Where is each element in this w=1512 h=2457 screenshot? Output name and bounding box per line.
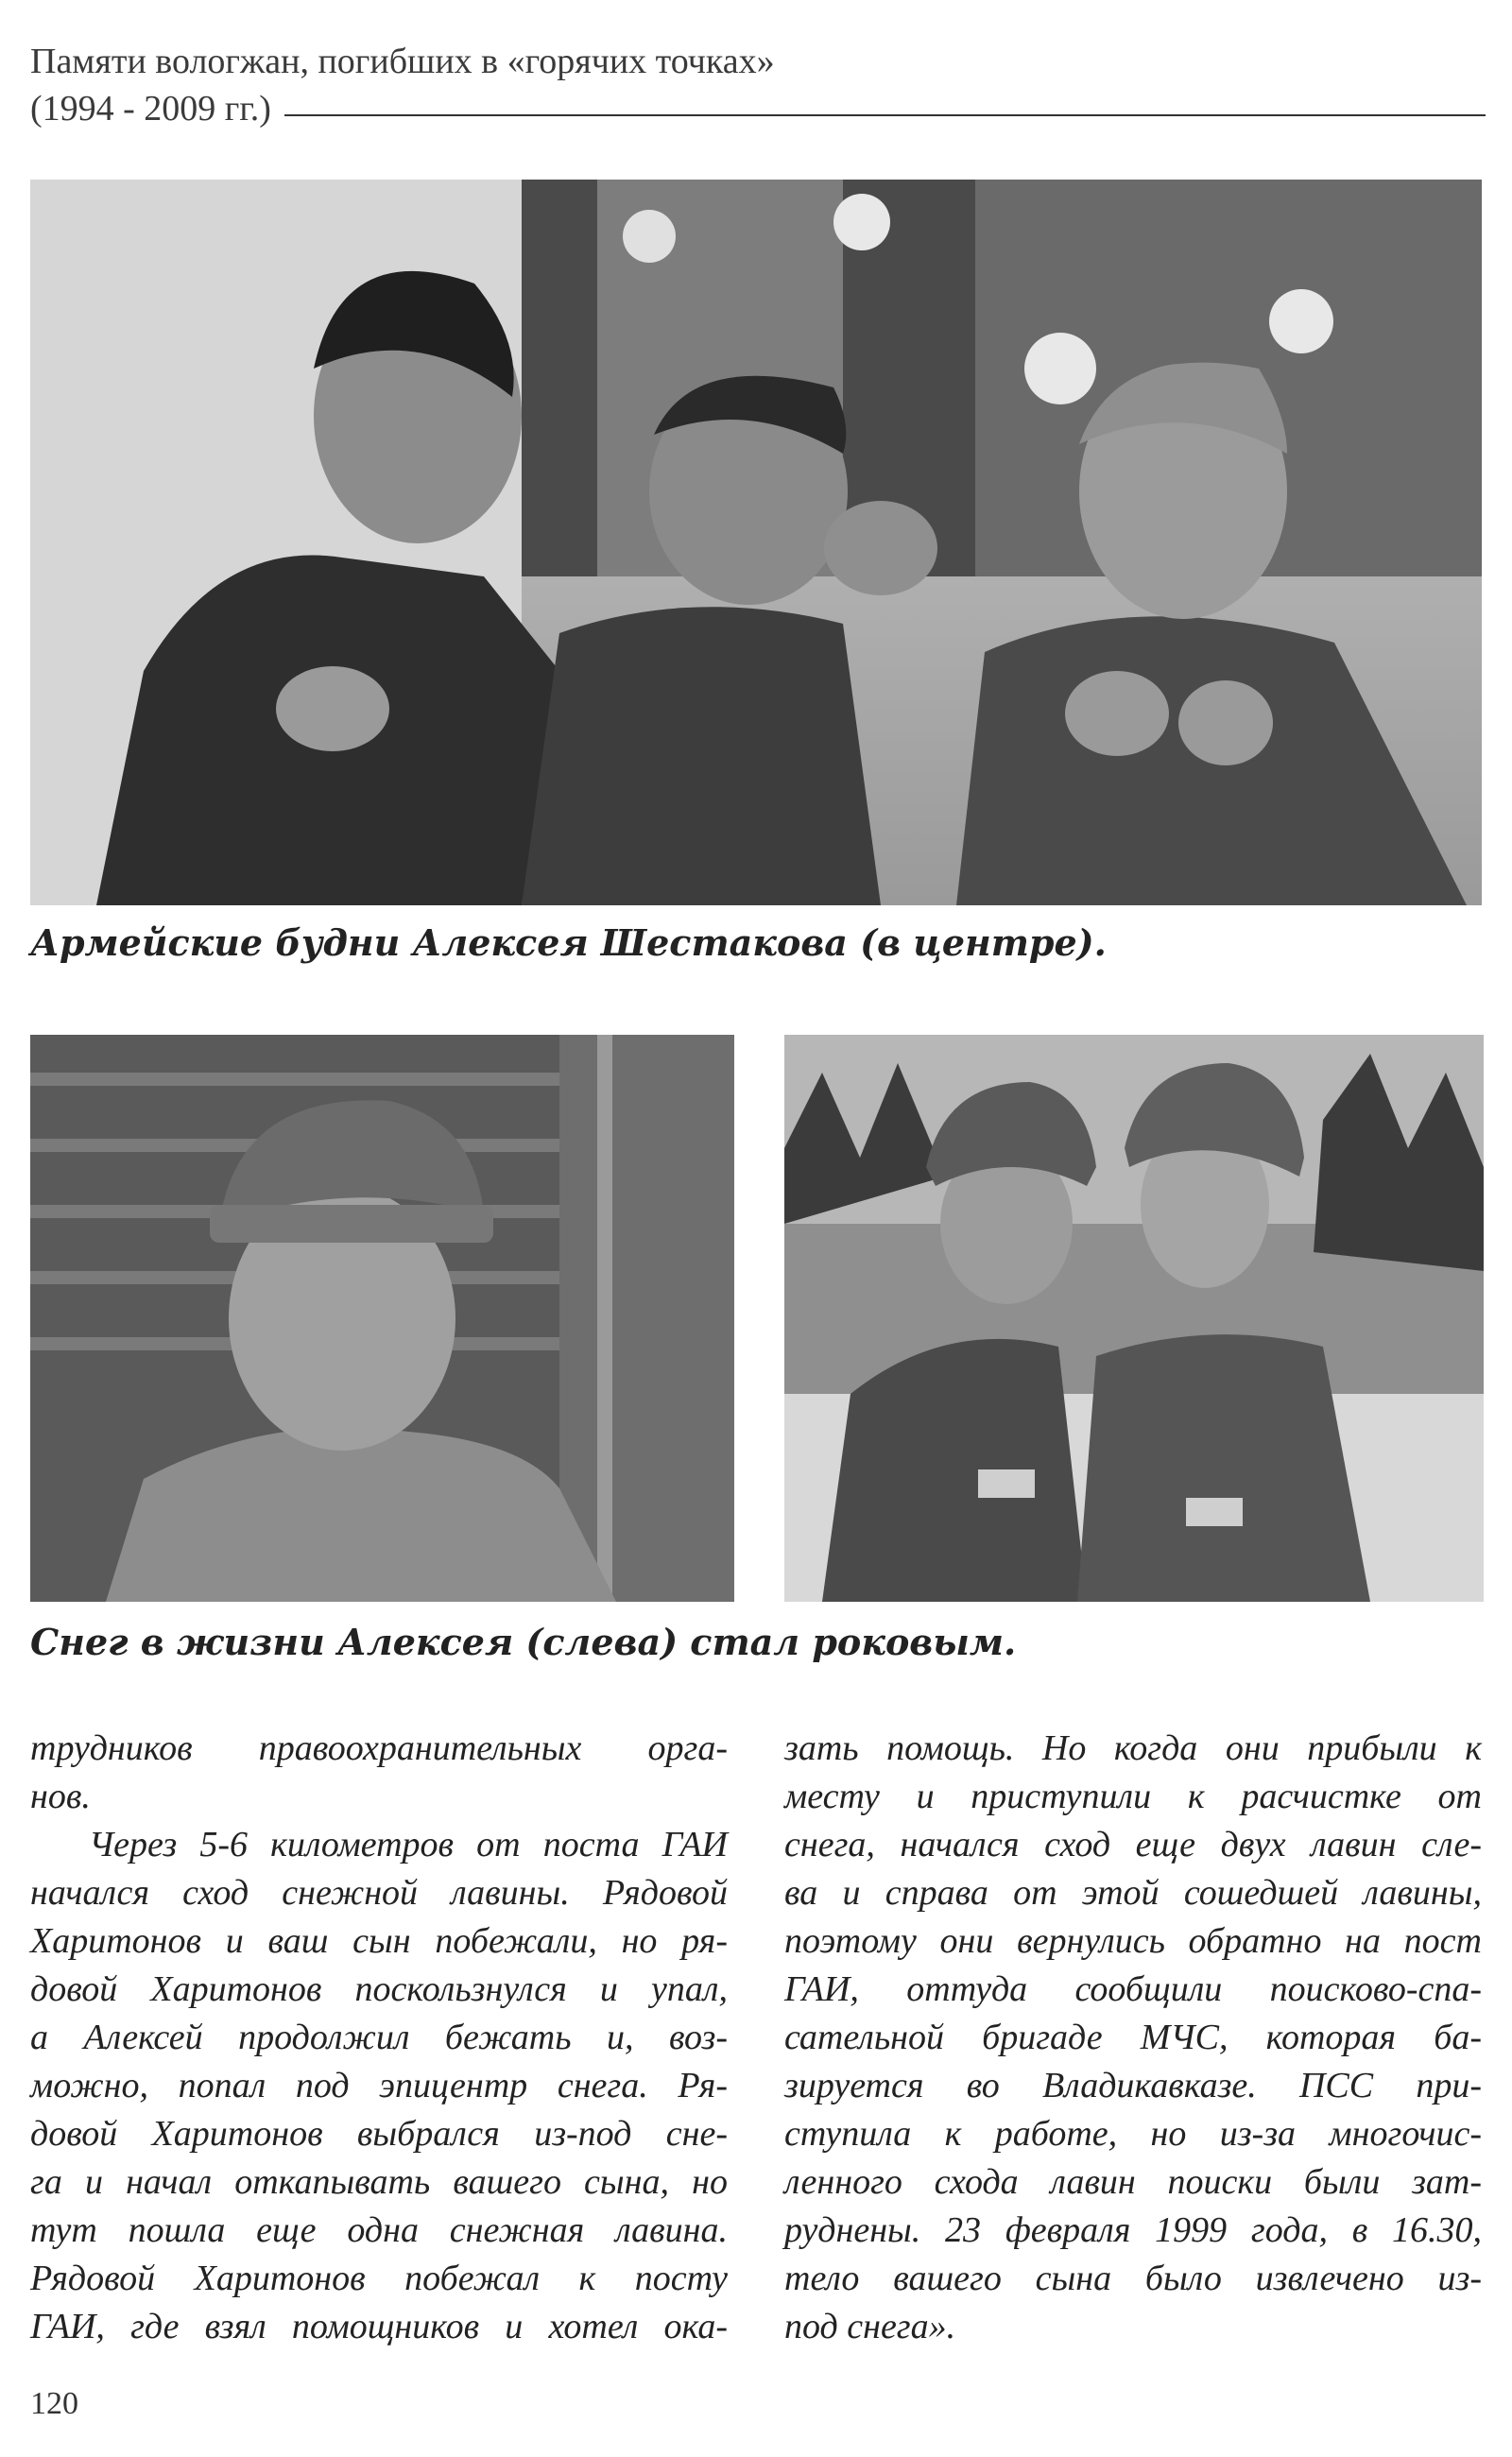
text-line: га и начал откапывать вашего сына, но (30, 2162, 728, 2202)
text-line: довой Харитонов выбрался из-под сне- (30, 2114, 728, 2154)
header-years: (1994 - 2009 гг.) (30, 89, 271, 129)
text-line: ва и справа от этой сошедшей лавины, (784, 1873, 1482, 1913)
two-soldiers-winter-illustration (784, 1035, 1484, 1602)
text-line: зируется во Владикавказе. ПСС при- (784, 2066, 1482, 2105)
two-soldiers-winter-photo (784, 1035, 1484, 1602)
text-line: зать помощь. Но когда они прибыли к (784, 1728, 1482, 1768)
text-line: довой Харитонов поскользнулся и упал, (30, 1969, 728, 2009)
text-line: снега, начался сход еще двух лавин сле- (784, 1825, 1482, 1864)
running-header (30, 38, 1486, 132)
text-line: Через 5-6 километров от поста ГАИ (89, 1825, 728, 1864)
text-line: а Алексей продолжил бежать и, воз- (30, 2018, 728, 2057)
text-column-right (784, 1725, 1482, 2351)
text-line: под снега». (784, 2307, 956, 2346)
text-line: ГАИ, где взял помощников и хотел ока- (30, 2307, 728, 2346)
text-line: ступила к работе, но из-за многочис- (784, 2114, 1482, 2154)
text-line: трудников правоохранительных орга- (30, 1728, 728, 1768)
text-line: сательной бригаде МЧС, которая ба- (784, 2018, 1482, 2057)
header-rule (284, 114, 1486, 116)
text-line: Харитонов и ваш сын побежали, но ря- (30, 1921, 728, 1961)
text-line: Рядовой Харитонов побежал к посту (30, 2259, 728, 2298)
text-line: начался сход снежной лавины. Рядовой (30, 1873, 728, 1913)
text-line: руднены. 23 февраля 1999 года, в 16.30, (784, 2210, 1482, 2250)
three-soldiers-photo (30, 180, 1482, 905)
photo-caption-top: Армейские будни Алексея Шестакова (в центре). (30, 921, 1107, 964)
soldier-portrait-photo (30, 1035, 734, 1602)
text-line: ГАИ, оттуда сообщили поисково-спа- (784, 1969, 1482, 2009)
text-line: тут пошла еще одна снежная лавина. (30, 2210, 728, 2250)
text-line: тело вашего сына было извлечено из- (784, 2259, 1482, 2298)
text-line: поэтому они вернулись обратно на пост (784, 1921, 1482, 1961)
text-line: можно, попал под эпицентр снега. Ря- (30, 2066, 728, 2105)
page-number: 120 (30, 2386, 78, 2421)
text-line: нов. (30, 1777, 91, 1816)
header-title: Памяти вологжан, погибших в «горячих точках» (30, 42, 775, 81)
three-soldiers-illustration (30, 180, 1482, 905)
header-years-line (30, 85, 1486, 132)
photo-caption-middle: Снег в жизни Алексея (слева) стал роковым. (30, 1621, 1017, 1663)
text-column-left (30, 1725, 728, 2351)
text-line: ленного схода лавин поиски были зат- (784, 2162, 1482, 2202)
soldier-portrait-illustration (30, 1035, 734, 1602)
text-line: месту и приступили к расчистке от (784, 1777, 1482, 1816)
